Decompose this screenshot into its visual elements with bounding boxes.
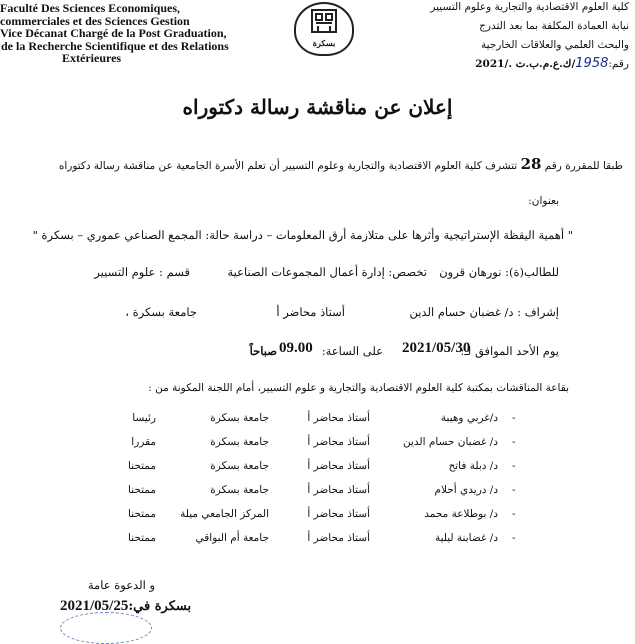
ref-suffix: /ك.ع.م.ب.ت ./2021 [475, 58, 576, 70]
logo-label: بسكرة [312, 38, 336, 48]
member-role: مقررا [131, 436, 156, 448]
list-dash: - [512, 412, 516, 424]
member-university: جامعة بسكرة [210, 436, 269, 448]
list-dash: - [512, 532, 516, 544]
supervisor: إشراف : د/ غضبان حسام الدين [409, 305, 559, 319]
defense-date: 2021/05/30 [402, 340, 471, 356]
french-header-line: Faculté Des Sciences Economiques, [0, 1, 180, 15]
time-label: على الساعة: [321, 344, 383, 358]
list-dash: - [512, 460, 516, 472]
member-rank: أستاذ محاضر أ [307, 508, 370, 520]
member-name: د/ غضابنة ليلية [434, 532, 498, 544]
intro-before: طبقا للمقررة رقم [541, 160, 623, 172]
signoff-date: 2021/05/25 [60, 598, 129, 614]
french-header [0, 2, 280, 65]
list-dash: - [512, 484, 516, 496]
student-specialty: تخصص: إدارة أعمال المجموعات الصناعية [227, 265, 427, 279]
official-stamp [60, 612, 152, 644]
member-rank: أستاذ محاضر أ [307, 460, 370, 472]
time-period: صباحاً [249, 344, 277, 358]
member-rank: أستاذ محاضر أ [307, 436, 370, 448]
defense-location: بقاعة المناقشات بمكتبة كلية العلوم الاقتصادية والتجارية و علوم التسيير، أمام اللجنة المكونة من : [148, 382, 569, 394]
member-rank: أستاذ محاضر أ [307, 484, 370, 496]
signoff [60, 598, 191, 615]
member-role: ممتحنا [127, 508, 156, 520]
member-rank: أستاذ محاضر أ [307, 412, 370, 424]
intro-after: تتشرف كلية العلوم الاقتصادية والتجارية وعلوم التسيير أن تعلم الأسرة الجامعية عن مناقشة رسالة دكتوراه [58, 160, 521, 172]
intro-paragraph [59, 155, 623, 173]
member-name: د/ غضبان حسام الدين [402, 436, 498, 448]
ref-handwritten-number: 1958 [575, 56, 609, 71]
member-university: جامعة بسكرة [210, 412, 269, 424]
arabic-header [389, 0, 629, 72]
arabic-header-line: نيابة العمادة المكلفة بما بعد التدرج [479, 20, 629, 32]
defense-day: يوم الأحد الموافق لـ: [460, 344, 559, 358]
member-name: د/غربي وهيبة [440, 412, 498, 424]
french-header-line: Vice Décanat Chargé de la Post Graduation, [0, 26, 227, 40]
french-header-line: Extérieures [62, 51, 122, 65]
member-role: ممتحنا [127, 460, 156, 472]
thesis-subject: " أهمية اليقظة الإستراتيجية وأثرها على متلازمة أرق المعلومات – دراسة حالة: المجمع الصناعي عموري – بسكرة " [32, 228, 573, 242]
student-name: للطالب(ة): نورهان قرون [439, 265, 559, 279]
member-name: د/ دريدي أحلام [434, 484, 498, 496]
decision-number: 28 [520, 155, 542, 173]
student-department: قسم : علوم التسيير [94, 265, 190, 279]
member-university: جامعة بسكرة [210, 460, 269, 472]
member-university: المركز الجامعي ميلة [180, 508, 269, 520]
closing-note: و الدعوة عامة [87, 578, 155, 592]
defense-time: 09.00 [279, 340, 313, 356]
member-role: رئيسا [132, 412, 156, 424]
member-name: د/ دبلة فاتح [448, 460, 498, 472]
member-role: ممتحنا [127, 532, 156, 544]
supervisor-rank: أستاذ محاضر أ [276, 305, 345, 319]
page-title: إعلان عن مناقشة رسالة دكتوراه [182, 95, 453, 119]
member-role: ممتحنا [127, 484, 156, 496]
reference-number [389, 56, 629, 72]
member-name: د/ بوطلاعة محمد [424, 508, 498, 520]
french-header-line: de la Recherche Scientifique et des Relations [1, 38, 229, 53]
university-logo [294, 2, 354, 56]
arabic-header-line: والبحث العلمي والعلاقات الخارجية [480, 39, 629, 51]
member-rank: أستاذ محاضر أ [307, 532, 370, 544]
supervisor-university: جامعة بسكرة ، [125, 305, 197, 319]
signoff-place: بسكرة في: [128, 599, 192, 614]
member-university: جامعة أم البواقي [195, 532, 269, 544]
list-dash: - [512, 508, 516, 520]
french-header-line: commerciales et des Sciences Gestion [0, 13, 190, 28]
list-dash: - [512, 436, 516, 448]
ref-prefix: رقم: [608, 58, 629, 70]
subject-label: بعنوان: [528, 195, 559, 207]
member-university: جامعة بسكرة [210, 484, 269, 496]
arabic-header-line: كلية العلوم الاقتصادية والتجارية وعلوم التسيير [430, 1, 629, 13]
